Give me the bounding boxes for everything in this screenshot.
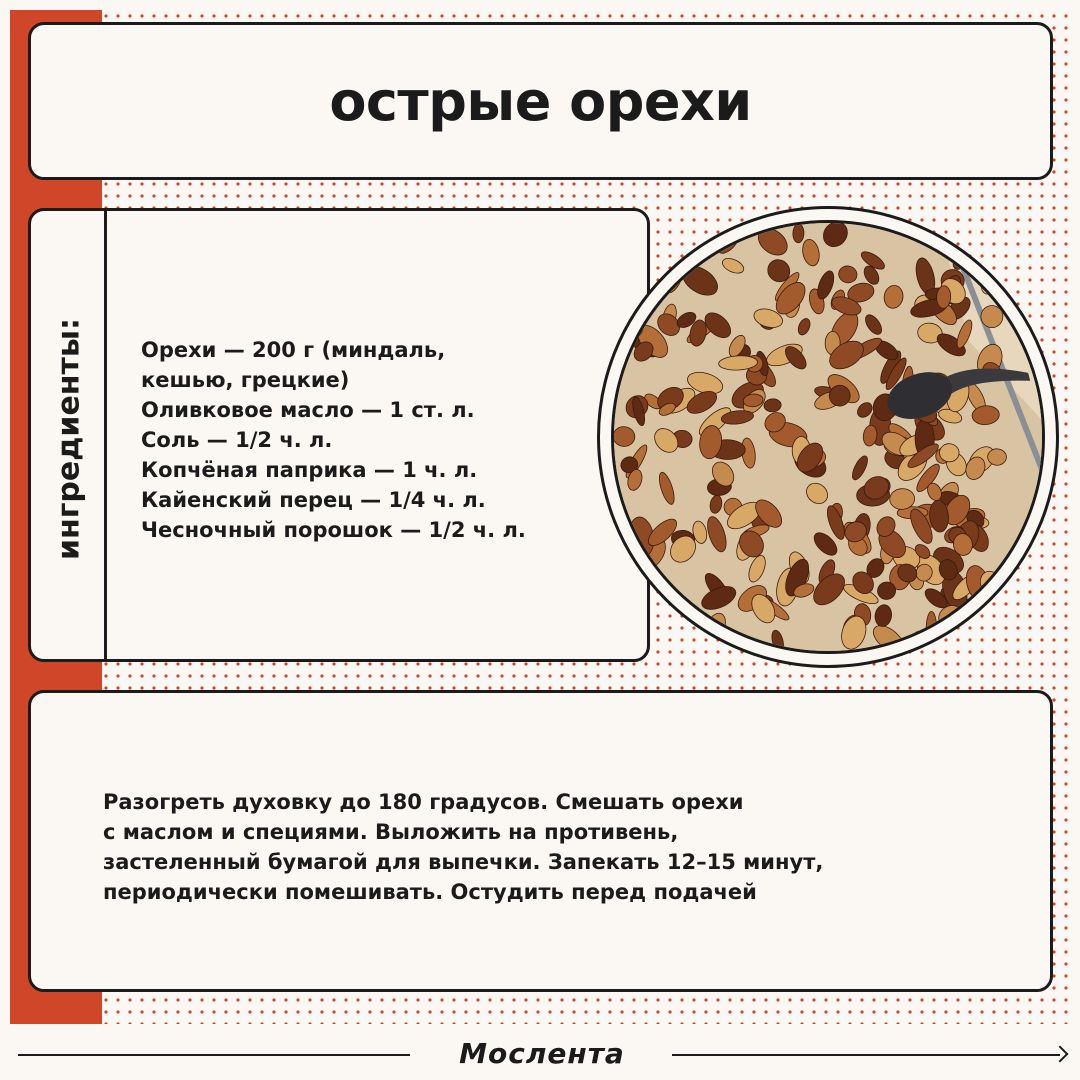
steps-line: периодически помешивать. Остудить перед подачей [103,880,757,904]
ingredients-card [28,208,650,662]
ingredient-line: Чесночный порошок — 1/2 ч. л. [141,518,526,542]
arrow-right-icon[interactable] [1052,1046,1069,1063]
ingredients-heading: ингредиенты: [51,317,87,561]
steps-card [28,690,1053,992]
nuts-photo [611,220,1045,654]
ingredient-line: кешью, грецкие) [141,368,350,392]
ingredient-line: Соль — 1/2 ч. л. [141,428,333,452]
ingredient-line: Копчёная паприка — 1 ч. л. [141,458,478,482]
steps-line: Разогреть духовку до 180 градусов. Смешать орехи [103,790,744,814]
steps-line: с маслом и специями. Выложить на противень, [103,820,679,844]
steps-line: застеленный бумагой для выпечки. Запекать 12–15 минут, [103,850,824,874]
footer-divider-left [18,1054,410,1056]
ingredient-line: Кайенский перец — 1/4 ч. л. [141,488,486,512]
ingredient-line: Оливковое масло — 1 ст. л. [141,398,475,422]
steps-text [103,787,923,907]
title-card [28,22,1053,180]
ingredients-sidebar [31,211,107,659]
ingredients-list [141,335,641,545]
brand-logo: Мослента [459,1037,625,1070]
footer-divider-right [672,1054,1060,1056]
page-title: острые орехи [329,69,752,133]
ingredient-line: Орехи — 200 г (миндаль, [141,338,446,362]
